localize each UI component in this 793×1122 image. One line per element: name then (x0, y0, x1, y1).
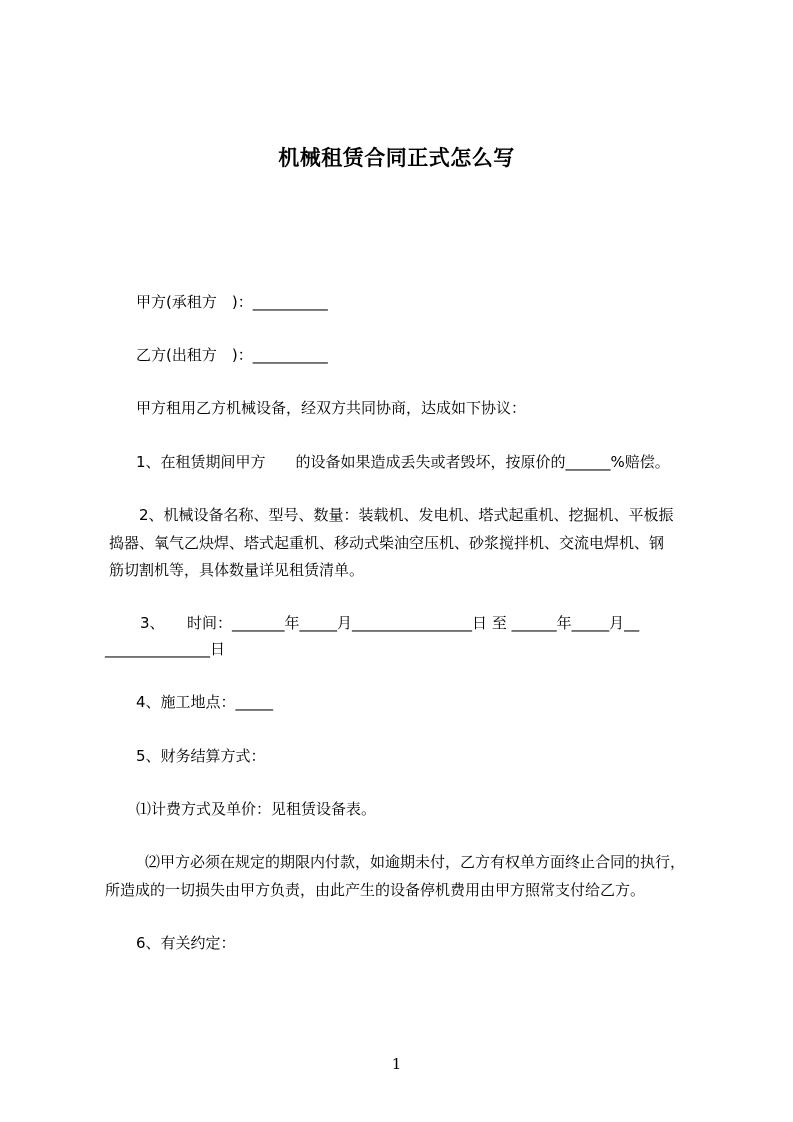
clause-3-line-1: 3、 时间：_______年_____月________________日 至 ______年_____月__ (140, 614, 640, 632)
page-number: 1 (391, 1055, 402, 1073)
clause-5-item-2-line-1: ⑵甲方必须在规定的期限内付款，如逾期未付，乙方有权单方面终止合同的执行， (145, 853, 686, 871)
clause-5-item-2-line-2: 所造成的一切损失由甲方负责，由此产生的设备停机费用由甲方照常支付给乙方。 (105, 881, 646, 899)
document-title: 机械租赁合同正式怎么写 (278, 146, 515, 170)
party-b-line: 乙方(出租方 )：__________ (136, 346, 328, 364)
clause-2-line-3: 筋切割机等，具体数量详见租赁清单。 (109, 561, 365, 579)
party-a-line: 甲方(承租方 )：__________ (136, 293, 328, 311)
clause-5-item-1: ⑴计费方式及单价：见租赁设备表。 (136, 800, 377, 818)
clause-1: 1、在租赁期间甲方 的设备如果造成丢失或者毁坏，按原价的______%赔偿。 (136, 453, 670, 471)
clause-5: 5、财务结算方式： (136, 747, 266, 765)
intro-paragraph: 甲方租用乙方机械设备，经双方共同协商，达成如下协议： (136, 399, 527, 417)
clause-2-line-1: 2、机械设备名称、型号、数量：装载机、发电机、塔式起重机、挖掘机、平板振 (139, 506, 674, 524)
clause-3-line-2: ______________日 (105, 640, 226, 658)
clause-2-line-2: 捣器、氧气乙炔焊、塔式起重机、移动式柴油空压机、砂浆搅拌机、交流电焊机、钢 (109, 534, 665, 552)
clause-4: 4、施工地点：_____ (136, 693, 274, 711)
clause-6: 6、有关约定： (136, 934, 236, 952)
